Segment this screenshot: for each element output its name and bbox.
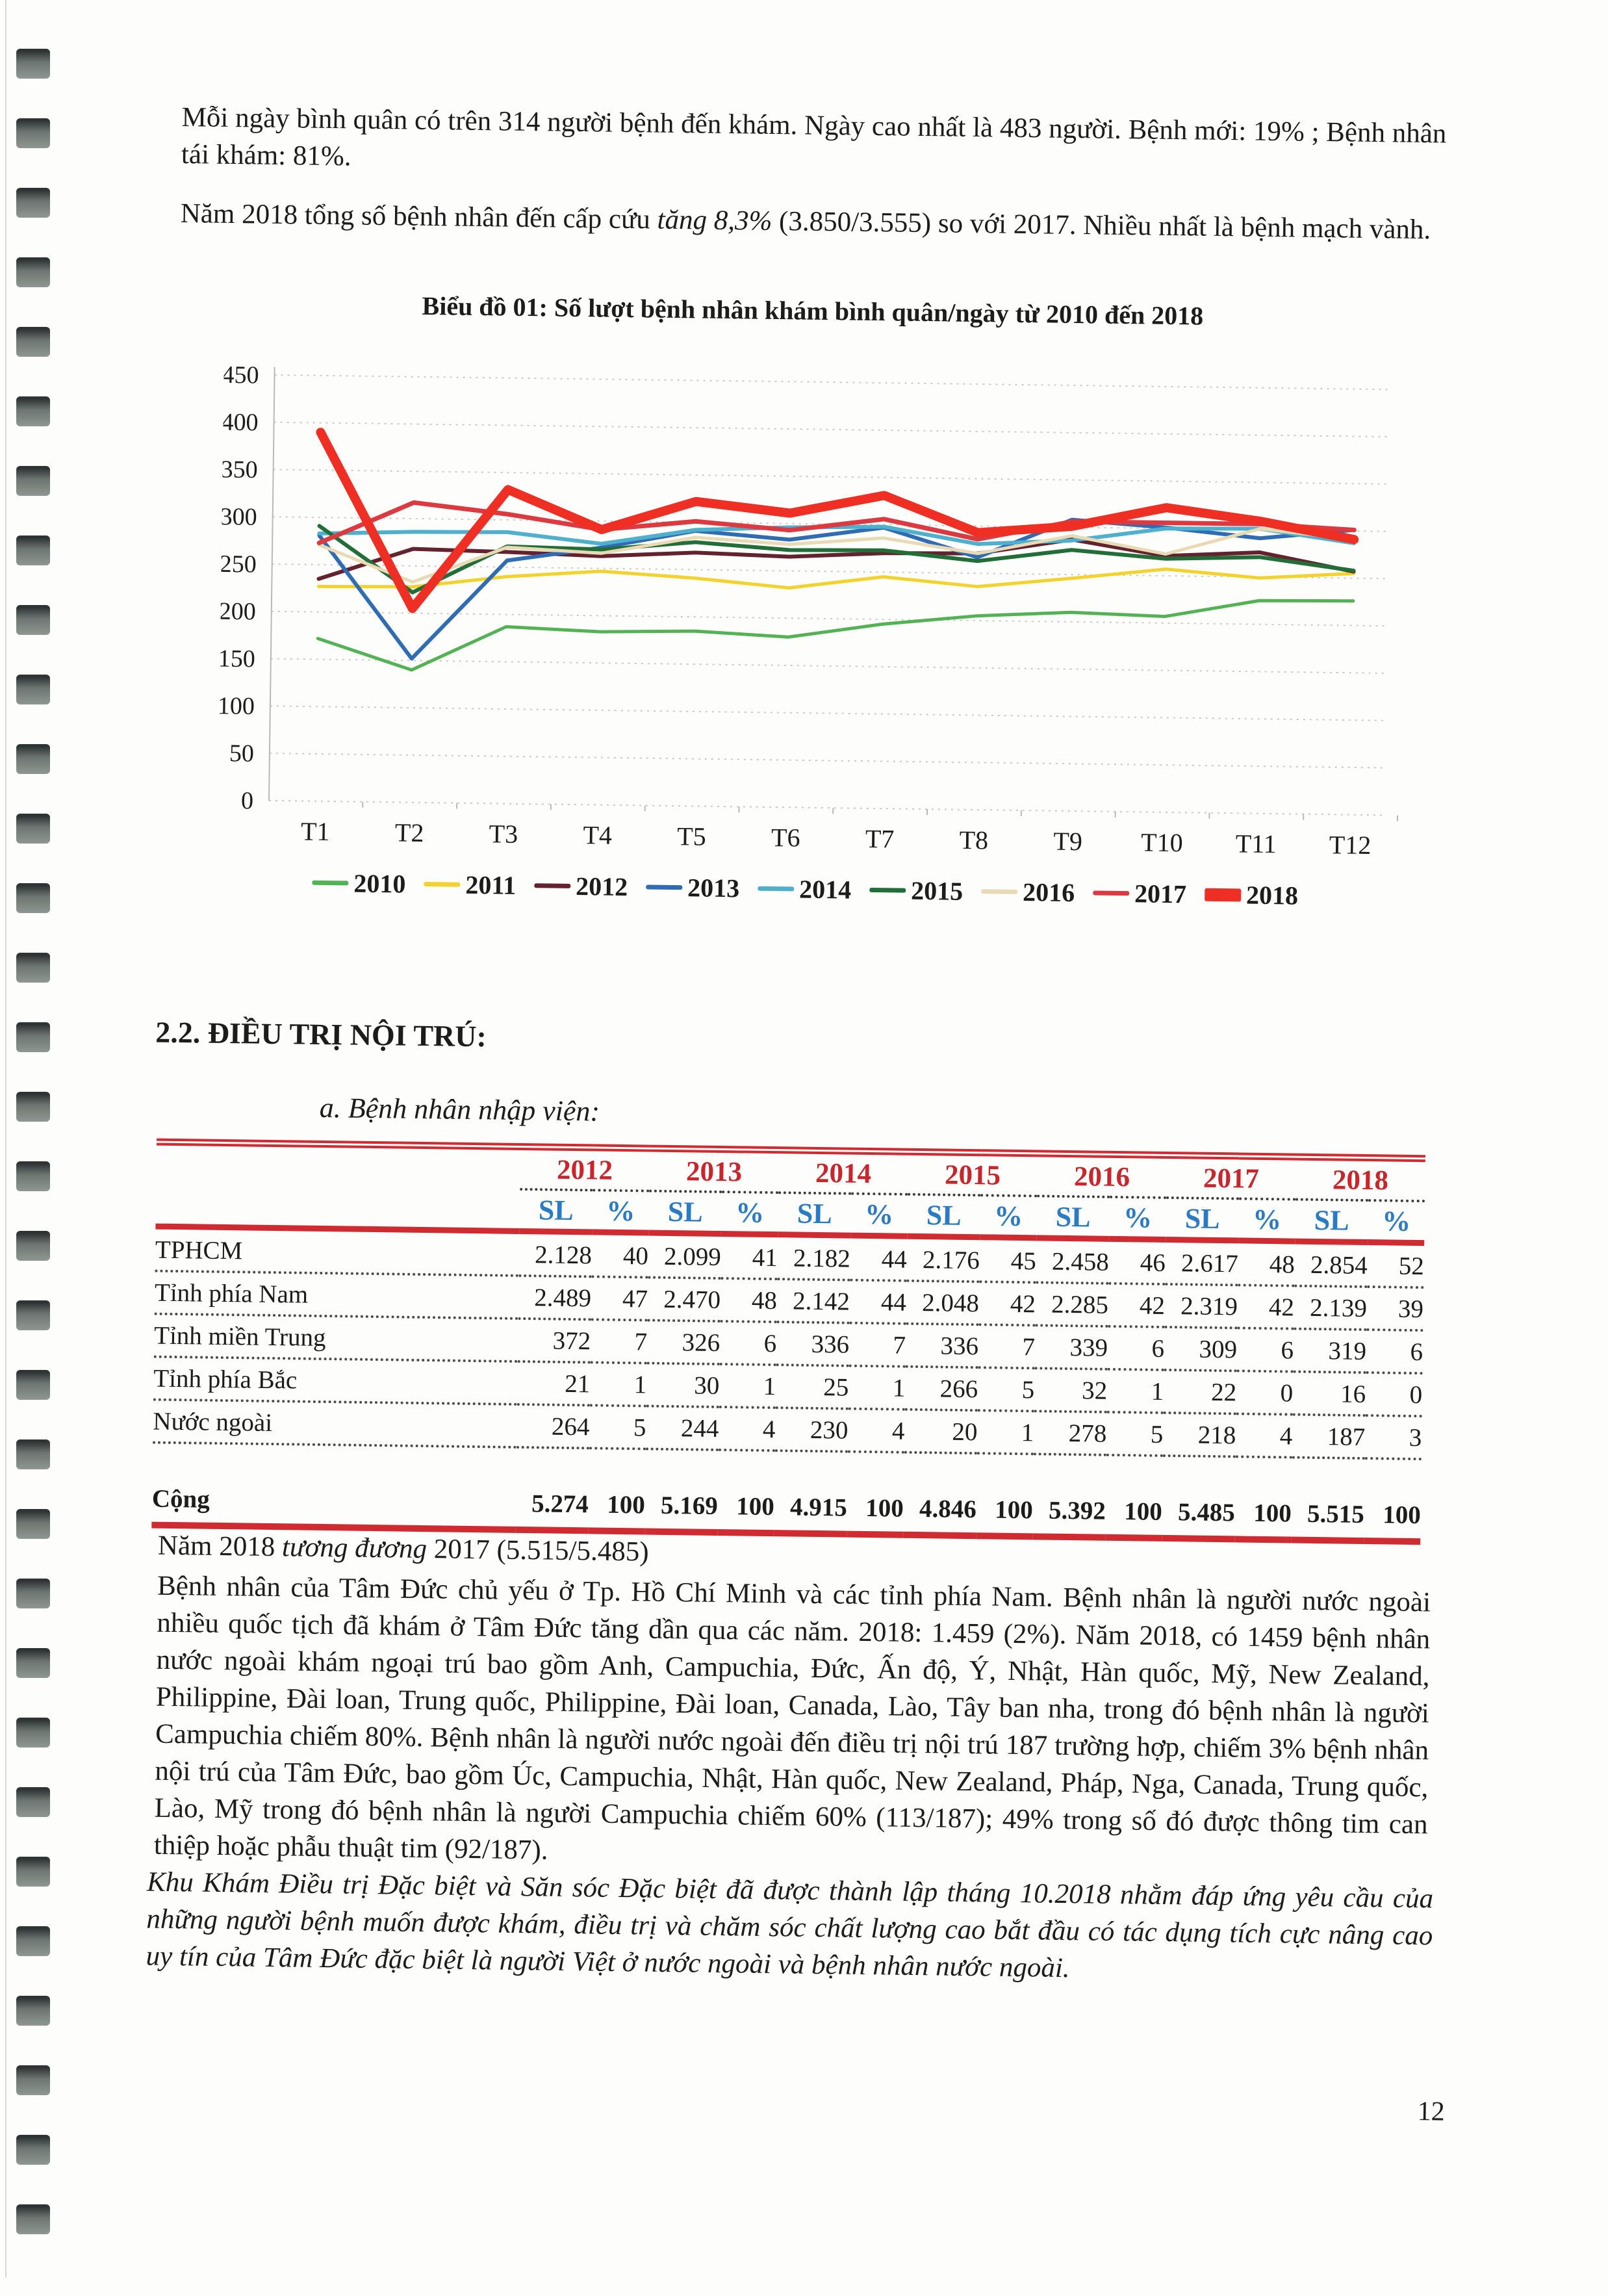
legend-item-2013	[646, 871, 740, 903]
cell-sl: 2.470	[648, 1278, 721, 1321]
subheader-sl: SL	[519, 1189, 593, 1232]
page-number: 12	[1417, 2096, 1445, 2128]
cell-pct: 52	[1367, 1243, 1424, 1288]
cell-sl: 2.319	[1164, 1284, 1238, 1328]
admissions-table	[151, 1139, 1425, 1545]
section-heading: 2.2. ĐIỀU TRỊ NỘI TRÚ:	[155, 1015, 487, 1054]
subheader-sl: SL	[778, 1193, 851, 1235]
legend-label: 2016	[1023, 877, 1075, 908]
paragraph-emergency-pre: Năm 2018 tổng số bệnh nhân đến cấp cứu	[180, 198, 657, 235]
legend-label: 2018	[1246, 880, 1299, 911]
cell-pct: 41	[721, 1234, 778, 1280]
subheader-sl: SL	[648, 1191, 722, 1234]
total-sl: 5.515	[1291, 1490, 1364, 1541]
cell-pct: 1	[849, 1366, 906, 1410]
subheader-pct: %	[1238, 1198, 1295, 1241]
legend-label: 2015	[911, 875, 964, 907]
total-sl: 5.169	[644, 1482, 718, 1532]
cell-sl: 2.458	[1036, 1238, 1109, 1283]
y-axis-label: 150	[218, 645, 256, 673]
row-label: Nước ngoài	[153, 1400, 517, 1447]
row-label: Tỉnh phía Bắc	[153, 1357, 518, 1404]
year-compare-italic: tương đương	[282, 1532, 428, 1564]
subheader-sl: SL	[1166, 1198, 1239, 1241]
legend-item-2014	[758, 873, 852, 905]
gridline	[270, 706, 1386, 720]
gridline	[274, 422, 1390, 437]
cell-pct: 1	[1107, 1369, 1164, 1413]
cell-sl: 339	[1035, 1325, 1108, 1369]
cell-pct: 48	[1238, 1241, 1295, 1286]
paragraph-foreign-patients: Bệnh nhân của Tâm Đức chủ yếu ở Tp. Hồ Chí Minh và các tỉnh phía Nam. Bệnh nhân là người nước ngoài nhiều quốc tịch đã khám ở Tâm Đức tăng dần qua các năm. 2018: 1.459 (2%). Năm 2018, có 1459 bệnh nhân nước ngoài khám ngoại trú bao gồm Anh, Campuchia, Đức, Ấn độ, Ý, Nhật, Hàn quốc, Mỹ, New Zealand, Philippine, Đài loan, Trung quốc, Philippine, Đài loan, Canada, Lào, Tây ban nha, trong đó bệnh nhân là người Campuchia chiếm 80%. Bệnh nhân là người nước ngoài đến điều trị nội trú 187 trường hợp, chiếm 3% bệnh nhân nội trú của Tâm Đức, bao gồm Úc, Campuchia, Nhật, Hàn quốc, New Zealand, Pháp, Nga, Canada, Trung quốc, Lào, Mỹ trong đó bệnh nhân là người Campuchia chiếm 60% (113/187); 49% trong số đó được thông tim can thiệp hoặc phẫu thuật tim (92/187).	[154, 1567, 1431, 1881]
legend-swatch	[534, 883, 570, 888]
legend-swatch	[1205, 888, 1241, 901]
cell-pct: 42	[1237, 1285, 1294, 1328]
legend-item-2010	[312, 868, 406, 899]
legend-item-2011	[424, 869, 516, 901]
total-sl: 5.274	[515, 1480, 589, 1530]
year-header: 2018	[1295, 1157, 1425, 1201]
chart-title: Biểu đồ 01: Số lượt bệnh nhân khám bình quân/ngày từ 2010 đến 2018	[231, 288, 1394, 333]
legend-swatch	[869, 888, 906, 893]
x-axis-label: T10	[1141, 827, 1183, 857]
y-axis-label: 0	[241, 787, 254, 814]
legend-label: 2010	[353, 868, 406, 899]
x-axis-label: T8	[959, 825, 988, 855]
row-label: Tỉnh phía Nam	[155, 1271, 519, 1319]
cell-pct: 3	[1365, 1415, 1422, 1459]
legend-label: 2013	[687, 872, 740, 903]
paragraph-special-care: Khu Khám Điều trị Đặc biệt và Săn sóc Đặc biệt đã được thành lập tháng 10.2018 nhằm đáp ứng yêu cầu của những người bệnh muốn được khám, điều trị và chăm sóc chất lượng cao bắt đầu có tác dụng tích cực nâng cao uy tín của Tâm Đức đặc biệt là người Việt ở nước ngoài và bệnh nhân nước ngoài.	[146, 1864, 1433, 1992]
paragraph-emergency-italic: tăng 8,3%	[657, 205, 772, 237]
cell-pct: 5	[978, 1367, 1035, 1411]
gridline	[274, 469, 1389, 484]
cell-sl: 230	[775, 1408, 849, 1451]
cell-pct: 46	[1108, 1239, 1166, 1284]
cell-pct: 42	[1108, 1283, 1166, 1327]
total-label: Cộng	[151, 1475, 516, 1530]
legend-label: 2017	[1134, 878, 1187, 909]
legend-label: 2011	[465, 870, 516, 901]
gridline	[271, 659, 1386, 673]
cell-pct: 1	[977, 1410, 1034, 1454]
x-axis-label: T6	[771, 823, 800, 853]
legend-item-2015	[869, 875, 964, 907]
cell-sl: 22	[1164, 1370, 1237, 1413]
cell-sl: 319	[1294, 1329, 1367, 1373]
x-axis-label: T9	[1053, 827, 1082, 857]
cell-sl: 372	[518, 1319, 591, 1362]
cell-sl: 32	[1034, 1368, 1108, 1412]
cell-pct: 6	[1237, 1328, 1294, 1371]
gridline	[270, 753, 1385, 767]
subheader-sl: SL	[907, 1194, 980, 1237]
cell-sl: 2.142	[777, 1279, 850, 1322]
cell-sl: 16	[1293, 1372, 1366, 1415]
cell-pct: 7	[849, 1323, 906, 1367]
year-header: 2014	[778, 1150, 908, 1194]
line-chart	[218, 352, 1420, 881]
section-subheading: a. Bệnh nhân nhập viện:	[319, 1091, 600, 1128]
cell-sl: 30	[646, 1363, 720, 1407]
cell-sl: 218	[1163, 1413, 1236, 1456]
cell-pct: 48	[721, 1278, 778, 1322]
cell-pct: 4	[719, 1407, 776, 1451]
x-axis-label: T4	[583, 820, 612, 850]
cell-sl: 2.099	[648, 1233, 721, 1278]
cell-pct: 6	[720, 1321, 777, 1365]
gridline	[272, 612, 1387, 626]
cell-pct: 5	[1106, 1412, 1164, 1456]
cell-pct: 39	[1366, 1287, 1423, 1330]
total-sl: 4.846	[903, 1485, 976, 1536]
year-header: 2013	[649, 1148, 779, 1193]
cell-pct: 42	[979, 1282, 1036, 1325]
x-axis-label: T12	[1329, 830, 1372, 860]
cell-sl: 2.617	[1165, 1239, 1238, 1285]
legend-label: 2014	[799, 874, 852, 905]
legend-item-2017	[1093, 877, 1187, 909]
legend-swatch	[424, 882, 460, 887]
cell-sl: 2.139	[1294, 1286, 1367, 1330]
cell-pct: 7	[591, 1319, 648, 1363]
legend-item-2012	[534, 870, 628, 902]
y-axis-label: 450	[222, 361, 259, 389]
cell-pct: 4	[848, 1409, 905, 1452]
cell-sl: 326	[647, 1321, 721, 1364]
row-label: Tỉnh miền Trung	[154, 1314, 518, 1361]
cell-pct: 0	[1236, 1371, 1294, 1414]
legend-swatch	[758, 886, 794, 892]
legend-swatch	[312, 881, 348, 886]
year-header: 2015	[908, 1152, 1038, 1196]
subheader-sl: SL	[1295, 1200, 1368, 1243]
cell-pct: 44	[850, 1235, 907, 1281]
cell-pct: 45	[979, 1237, 1036, 1283]
year-compare-post: 2017 (5.515/5.485)	[427, 1534, 649, 1567]
subheader-pct: %	[721, 1192, 778, 1235]
x-axis-label: T11	[1235, 829, 1277, 858]
y-axis-label: 200	[219, 598, 257, 626]
cell-pct: 4	[1236, 1413, 1293, 1457]
subheader-pct: %	[1109, 1197, 1166, 1240]
x-axis-label: T2	[395, 818, 424, 847]
cell-pct: 40	[591, 1232, 648, 1278]
cell-sl: 2.285	[1036, 1282, 1109, 1326]
cell-pct: 6	[1366, 1330, 1423, 1373]
y-axis-label: 100	[218, 692, 255, 720]
total-pct: 100	[976, 1486, 1033, 1536]
cell-sl: 336	[906, 1324, 979, 1367]
subheader-sl: SL	[1036, 1196, 1110, 1239]
legend-item-2018	[1205, 879, 1299, 911]
year-compare-pre: Năm 2018	[158, 1530, 283, 1562]
cell-sl: 264	[517, 1404, 590, 1448]
cell-pct: 7	[978, 1324, 1036, 1368]
total-pct: 100	[1105, 1488, 1162, 1538]
cell-sl: 2.489	[518, 1276, 592, 1319]
y-axis-line	[269, 367, 275, 801]
cell-sl: 336	[776, 1322, 850, 1365]
paragraph-emergency-stats	[180, 195, 1453, 249]
cell-pct: 1	[590, 1362, 647, 1406]
series-line-2010	[318, 587, 1353, 682]
y-axis-label: 50	[229, 740, 255, 767]
cell-sl: 309	[1164, 1327, 1238, 1371]
table-corner-cell	[156, 1142, 520, 1189]
legend-item-2016	[981, 876, 1075, 908]
gridline	[269, 801, 1385, 815]
subheader-pct: %	[592, 1190, 649, 1233]
year-header: 2016	[1037, 1154, 1167, 1198]
x-axis-label: T5	[677, 821, 706, 851]
total-pct: 100	[1234, 1489, 1292, 1540]
total-sl: 4.915	[774, 1483, 847, 1534]
total-pct: 100	[588, 1480, 645, 1531]
x-axis-label: T7	[865, 824, 895, 854]
cell-sl: 21	[517, 1361, 591, 1405]
y-axis-label: 400	[221, 409, 259, 437]
legend-label: 2012	[576, 871, 628, 902]
cell-sl: 2.048	[906, 1281, 980, 1324]
legend-swatch	[981, 889, 1017, 894]
cell-sl: 20	[904, 1410, 978, 1453]
cell-sl: 266	[905, 1367, 978, 1410]
year-header: 2012	[520, 1146, 650, 1191]
cell-sl: 2.176	[906, 1236, 980, 1282]
cell-sl: 278	[1034, 1411, 1107, 1454]
cell-sl: 2.182	[777, 1235, 850, 1280]
legend-swatch	[646, 884, 682, 890]
cell-pct: 47	[591, 1276, 648, 1320]
cell-pct: 5	[589, 1405, 646, 1449]
paragraph-emergency-post: (3.850/3.555) so với 2017. Nhiều nhất là bệnh mạch vành.	[772, 206, 1431, 245]
cell-sl: 244	[646, 1406, 719, 1450]
y-axis-label: 300	[220, 503, 257, 531]
total-pct: 100	[717, 1482, 774, 1533]
cell-pct: 0	[1366, 1373, 1423, 1416]
y-axis-label: 250	[219, 550, 257, 578]
cell-pct: 1	[719, 1364, 776, 1408]
cell-sl: 187	[1292, 1415, 1366, 1458]
table-corner-cell	[155, 1185, 520, 1232]
subheader-pct: %	[980, 1195, 1037, 1238]
total-pct: 100	[1364, 1491, 1421, 1541]
x-axis-label: T3	[489, 819, 518, 849]
cell-pct: 6	[1108, 1326, 1165, 1370]
paragraph-exam-stats: Mỗi ngày bình quân có trên 314 người bệnh đến khám. Ngày cao nhất là 483 người. Bệnh mới: 19% ; Bệnh nhân tái khám: 81%.	[181, 99, 1454, 190]
y-axis-label: 350	[220, 456, 258, 484]
subheader-pct: %	[1368, 1200, 1425, 1243]
total-pct: 100	[847, 1484, 904, 1535]
cell-sl: 2.128	[518, 1231, 592, 1276]
gridline	[275, 375, 1390, 389]
cell-pct: 44	[850, 1280, 907, 1324]
legend-swatch	[1093, 890, 1129, 896]
cell-sl: 2.854	[1294, 1241, 1368, 1287]
total-sl: 5.392	[1032, 1486, 1106, 1537]
cell-sl: 25	[776, 1365, 849, 1408]
year-header: 2017	[1166, 1155, 1296, 1199]
subheader-pct: %	[850, 1194, 908, 1237]
total-sl: 5.485	[1162, 1488, 1235, 1539]
x-axis-label: T1	[301, 816, 330, 846]
row-label: TPHCM	[155, 1226, 519, 1276]
